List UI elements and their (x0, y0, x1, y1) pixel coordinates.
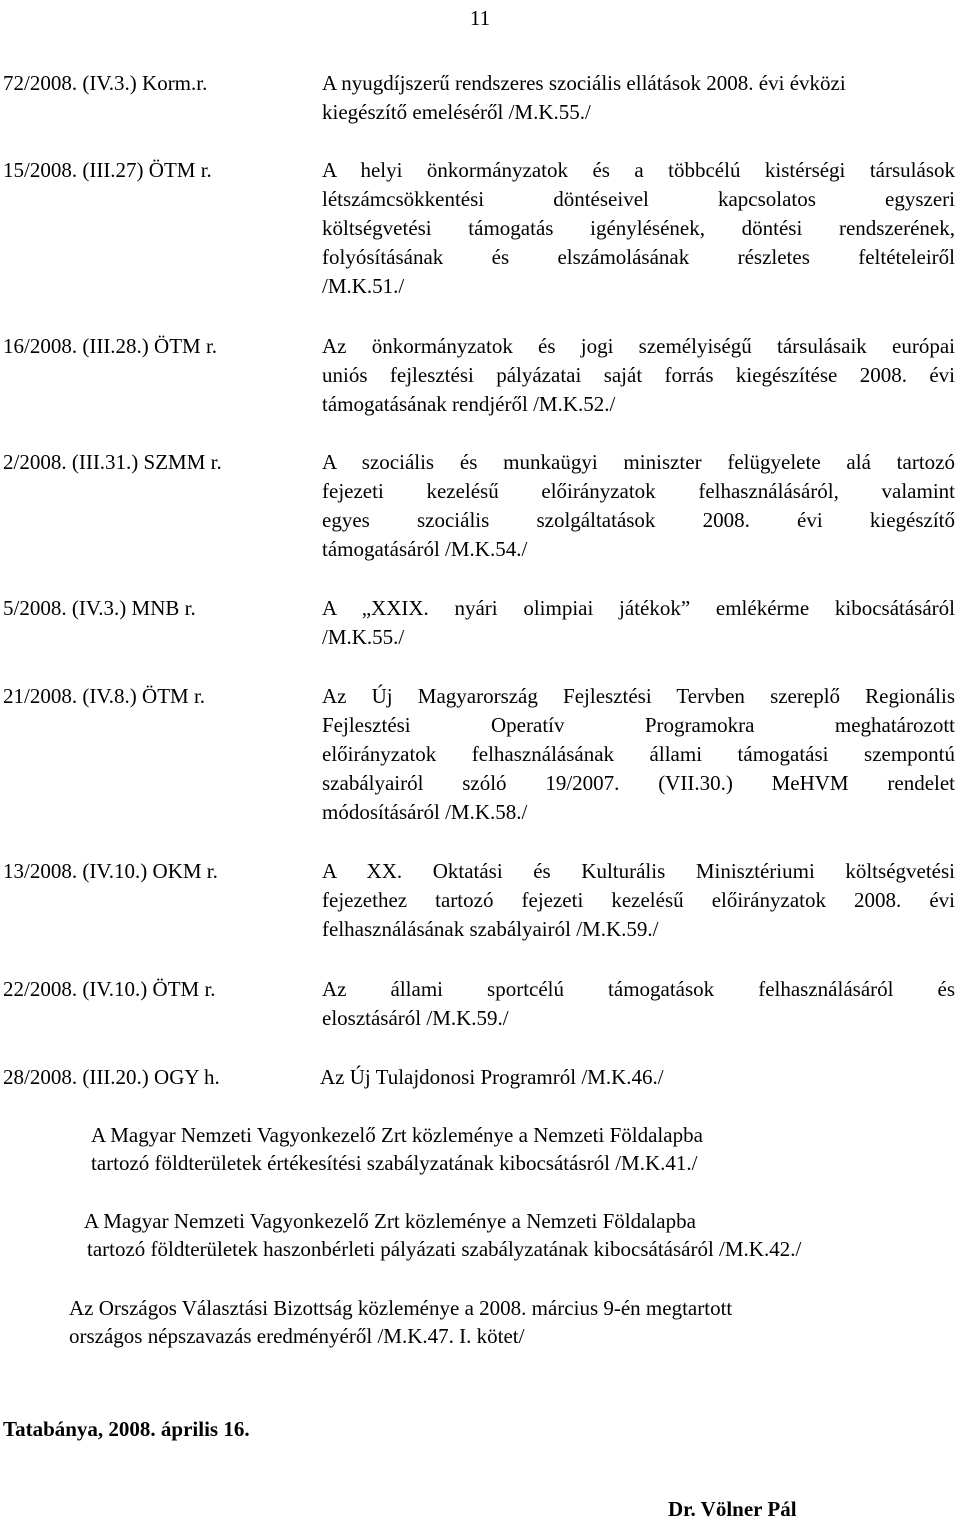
description-line: Fejlesztési Operatív Programokra meghatározott (322, 713, 955, 737)
notice-line: tartozó földterületek haszonbérleti pályázati szabályzatának kibocsátásáról /M.K.42./ (87, 1237, 802, 1261)
description-line: A „XXIX. nyári olimpiai játékok” emlékérme kibocsátásáról (322, 596, 955, 620)
notice-line: Az Országos Választási Bizottság közleménye a 2008. március 9-én megtartott (69, 1296, 733, 1320)
description-line: Az önkormányzatok és jogi személyiségű társulásaik európai (322, 334, 955, 358)
entry-description (322, 332, 955, 419)
description-line: A helyi önkormányzatok és a többcélú kistérségi társulások (322, 158, 955, 182)
entry-reference: 16/2008. (III.28.) ÖTM r. (3, 334, 218, 358)
entry-description (322, 857, 955, 944)
description-line: támogatásáról /M.K.54./ (322, 537, 528, 561)
description-line: folyósításának és elszámolásának részletes feltételeiről (322, 245, 955, 269)
description-line: A nyugdíjszerű rendszeres szociális ellátások 2008. évi évközi (322, 71, 846, 95)
entry-description (322, 975, 955, 1033)
entry-description (322, 594, 955, 652)
notice-line: országos népszavazás eredményéről /M.K.47. I. kötet/ (69, 1324, 525, 1348)
signature-name: Dr. Völner Pál (668, 1497, 797, 1521)
notice-line: tartozó földterületek értékesítési szabályzatának kibocsátásról /M.K.41./ (91, 1151, 698, 1175)
entry-reference: 5/2008. (IV.3.) MNB r. (3, 596, 196, 620)
entry-description (322, 69, 955, 127)
description-line: módosításáról /M.K.58./ (322, 800, 528, 824)
description-line: elosztásáról /M.K.59./ (322, 1006, 509, 1030)
notice-line: A Magyar Nemzeti Vagyonkezelő Zrt közleménye a Nemzeti Földalapba (84, 1209, 696, 1233)
entry-description (322, 448, 955, 564)
description-line: szabályairól szóló 19/2007. (VII.30.) MeHVM rendelet (322, 771, 955, 795)
description-line: kiegészítő emeléséről /M.K.55./ (322, 100, 591, 124)
place-and-date: Tatabánya, 2008. április 16. (3, 1417, 250, 1441)
description-line: támogatásának rendjéről /M.K.52./ (322, 392, 616, 416)
entry-reference: 72/2008. (IV.3.) Korm.r. (3, 71, 208, 95)
entry-reference: 13/2008. (IV.10.) OKM r. (3, 859, 218, 883)
entry-reference: 2/2008. (III.31.) SZMM r. (3, 450, 222, 474)
description-line: előirányzatok felhasználásának állami támogatási szempontú (322, 742, 955, 766)
description-line: költségvetési támogatás igénylésének, döntési rendszerének, (322, 216, 955, 240)
entry-reference: 21/2008. (IV.8.) ÖTM r. (3, 684, 206, 708)
description-line: uniós fejlesztési pályázatai saját forrás kiegészítése 2008. évi (322, 363, 955, 387)
description-line: A XX. Oktatási és Kulturális Minisztériumi költségvetési (322, 859, 955, 883)
description-line: fejezeti kezelésű előirányzatok felhasználásáról, valamint (322, 479, 955, 503)
page-number: 11 (469, 6, 491, 30)
entry-reference: 28/2008. (III.20.) OGY h. (3, 1065, 220, 1089)
notice (69, 1294, 949, 1350)
description-line: /M.K.51./ (322, 274, 405, 298)
description-line: egyes szociális szolgáltatások 2008. évi kiegészítő (322, 508, 955, 532)
entry-description (322, 682, 955, 827)
description-line: /M.K.55./ (322, 625, 405, 649)
description-line: A szociális és munkaügyi miniszter felügyelete alá tartozó (322, 450, 955, 474)
entry-description (320, 1063, 953, 1092)
description-line: létszámcsökkentési döntéseivel kapcsolatos egyszeri (322, 187, 955, 211)
notice (91, 1121, 951, 1177)
entry-description (322, 156, 955, 301)
notice-line: A Magyar Nemzeti Vagyonkezelő Zrt közleménye a Nemzeti Földalapba (91, 1123, 703, 1147)
entry-reference: 22/2008. (IV.10.) ÖTM r. (3, 977, 216, 1001)
description-line: felhasználásának szabályairól /M.K.59./ (322, 917, 659, 941)
description-line: fejezethez tartozó fejezeti kezelésű előirányzatok 2008. évi (322, 888, 955, 912)
description-line: Az állami sportcélú támogatások felhasználásáról és (322, 977, 955, 1001)
description-line: Az Új Magyarország Fejlesztési Tervben szereplő Regionális (322, 684, 955, 708)
notice (84, 1207, 954, 1263)
entry-reference: 15/2008. (III.27) ÖTM r. (3, 158, 212, 182)
description-line: Az Új Tulajdonosi Programról /M.K.46./ (320, 1065, 664, 1089)
